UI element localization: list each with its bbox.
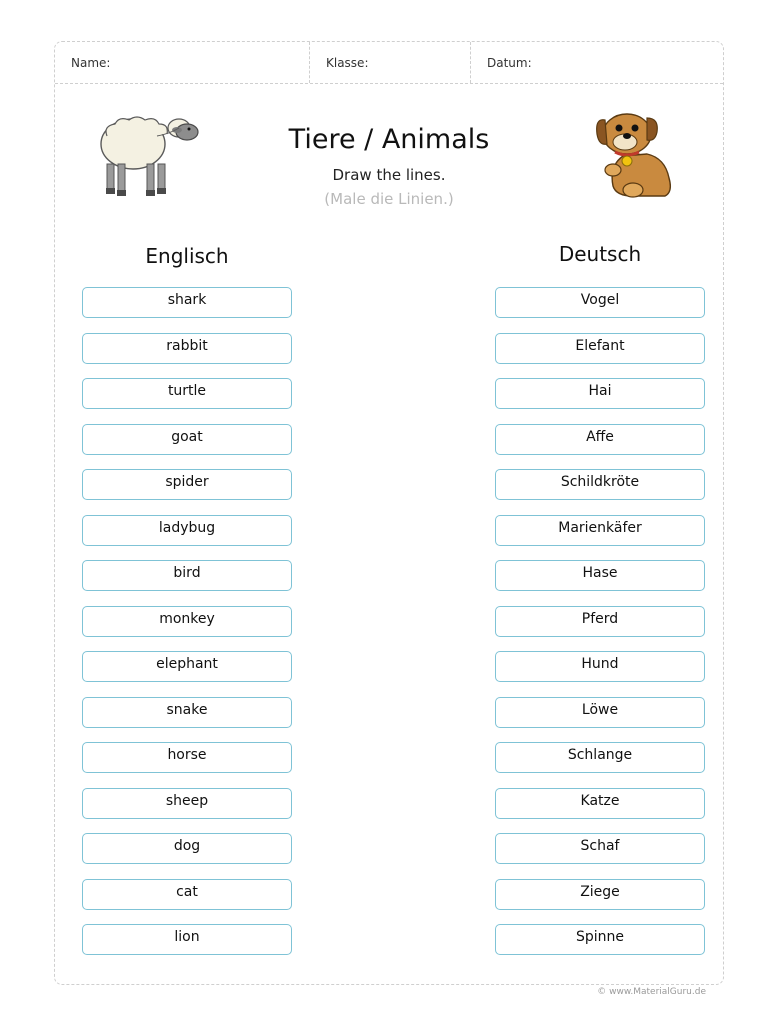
english-word-box[interactable]: dog xyxy=(82,833,292,864)
german-word-box[interactable]: Schaf xyxy=(495,833,705,864)
german-word-box[interactable]: Affe xyxy=(495,424,705,455)
worksheet-title: Tiere / Animals xyxy=(288,124,490,155)
english-word-box[interactable]: elephant xyxy=(82,651,292,682)
dog-illustration xyxy=(585,108,675,203)
english-word-box[interactable]: snake xyxy=(82,697,292,728)
german-word-box[interactable]: Elefant xyxy=(495,333,705,364)
german-word-box[interactable]: Hai xyxy=(495,378,705,409)
name-field[interactable] xyxy=(55,42,309,83)
class-field[interactable] xyxy=(310,42,470,83)
german-word-box[interactable]: Hund xyxy=(495,651,705,682)
english-word-box[interactable]: sheep xyxy=(82,788,292,819)
worksheet xyxy=(54,41,724,985)
english-word-box[interactable]: turtle xyxy=(82,378,292,409)
instruction-text: Draw the lines. xyxy=(332,166,446,184)
german-word-box[interactable]: Marienkäfer xyxy=(495,515,705,546)
english-word-box[interactable]: ladybug xyxy=(82,515,292,546)
instruction-translation: (Male die Linien.) xyxy=(324,190,454,208)
german-word-box[interactable]: Schildkröte xyxy=(495,469,705,500)
copyright-text: © www.MaterialGuru.de xyxy=(597,987,706,997)
english-word-box[interactable]: monkey xyxy=(82,606,292,637)
german-word-box[interactable]: Ziege xyxy=(495,879,705,910)
english-word-list xyxy=(82,287,292,970)
english-word-box[interactable]: spider xyxy=(82,469,292,500)
date-label: Datum: xyxy=(487,56,532,70)
header-row xyxy=(55,42,723,84)
german-word-box[interactable]: Spinne xyxy=(495,924,705,955)
german-word-box[interactable]: Katze xyxy=(495,788,705,819)
name-label: Name: xyxy=(71,56,111,70)
english-word-box[interactable]: bird xyxy=(82,560,292,591)
german-column-heading: Deutsch xyxy=(558,242,642,266)
class-label: Klasse: xyxy=(326,56,369,70)
english-word-box[interactable]: shark xyxy=(82,287,292,318)
english-word-box[interactable]: rabbit xyxy=(82,333,292,364)
german-word-box[interactable]: Vogel xyxy=(495,287,705,318)
german-word-list xyxy=(495,287,705,970)
english-word-box[interactable]: lion xyxy=(82,924,292,955)
german-word-box[interactable]: Pferd xyxy=(495,606,705,637)
english-word-box[interactable]: horse xyxy=(82,742,292,773)
german-word-box[interactable]: Löwe xyxy=(495,697,705,728)
german-word-box[interactable]: Hase xyxy=(495,560,705,591)
english-word-box[interactable]: cat xyxy=(82,879,292,910)
english-word-box[interactable]: goat xyxy=(82,424,292,455)
date-field[interactable] xyxy=(471,42,723,83)
german-word-box[interactable]: Schlange xyxy=(495,742,705,773)
english-column-heading: Englisch xyxy=(145,244,229,268)
